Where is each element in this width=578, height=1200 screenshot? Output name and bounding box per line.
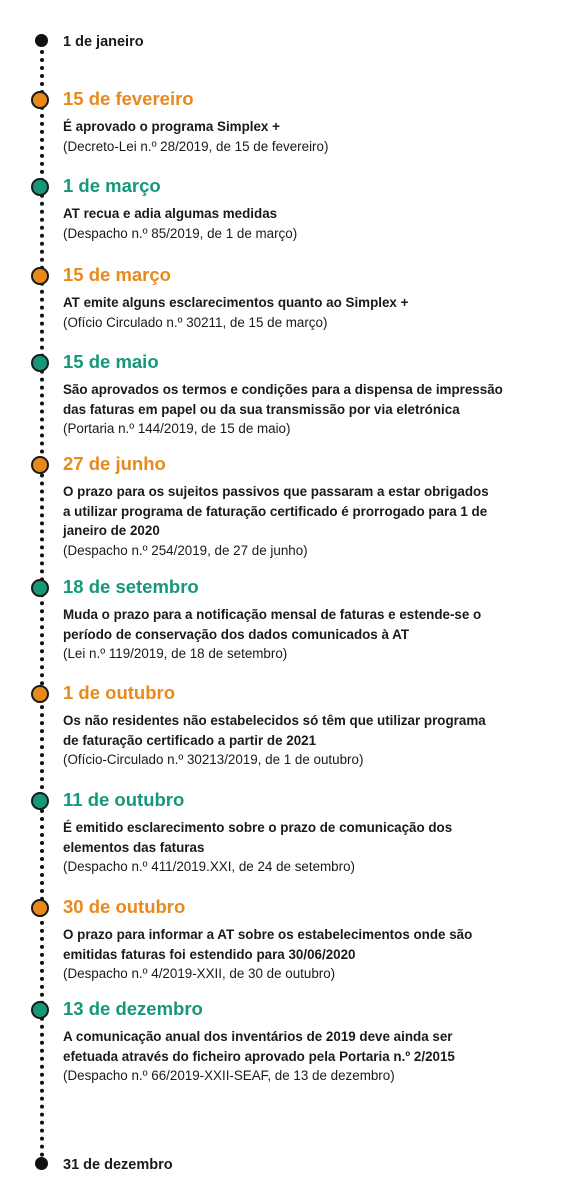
event-description-line: Os não residentes não estabelecidos só têm que utilizar programa — [63, 713, 486, 728]
event-date: 30 de outubro — [63, 896, 186, 917]
event-body — [63, 482, 563, 560]
event-description-line: a utilizar programa de faturação certificado é prorrogado para 1 de — [63, 503, 488, 519]
event-description-line: É aprovado o programa Simplex + — [63, 119, 280, 134]
event-date: 15 de março — [63, 264, 171, 285]
event-date: 1 de março — [63, 175, 161, 196]
event-body — [63, 380, 563, 439]
event-legal-reference: (Ofício-Circulado n.º 30213/2019, de 1 de outubro) — [63, 752, 364, 767]
event-legal-reference: (Despacho n.º 4/2019-XXII, de 30 de outubro) — [63, 966, 336, 981]
timeline-start-dot — [35, 34, 48, 47]
event-description-line: O prazo para os sujeitos passivos que passaram a estar obrigados — [63, 484, 489, 499]
event-body — [63, 293, 563, 332]
event-legal-reference: (Lei n.º 119/2019, de 18 de setembro) — [63, 646, 288, 661]
timeline-marker-green — [31, 579, 49, 597]
event-body — [63, 204, 563, 243]
timeline-marker-green — [31, 178, 49, 196]
event-description-line: período de conservação dos dados comunicados à AT — [63, 626, 410, 642]
event-description-line: A comunicação anual dos inventários de 2019 deve ainda ser — [63, 1029, 453, 1044]
event-description-line: janeiro de 2020 — [63, 523, 160, 538]
timeline-marker-green — [31, 1001, 49, 1019]
event-legal-reference: (Despacho n.º 85/2019, de 1 de março) — [63, 225, 298, 241]
event-description-line: Muda o prazo para a notificação mensal de faturas e estende-se o — [63, 607, 482, 622]
timeline-marker-orange — [31, 685, 49, 703]
event-description-line: O prazo para informar a AT sobre os estabelecimentos onde são — [63, 927, 473, 942]
timeline-marker-orange — [31, 91, 49, 109]
event-description-line: AT emite alguns esclarecimentos quanto ao Simplex + — [63, 295, 409, 310]
event-description-line: emitidas faturas foi estendido para 30/06/2020 — [63, 946, 356, 962]
event-legal-reference: (Despacho n.º 411/2019.XXI, de 24 de setembro) — [63, 859, 355, 874]
timeline-marker-orange — [31, 267, 49, 285]
timeline-marker-green — [31, 792, 49, 810]
timeline-end-dot — [35, 1157, 48, 1170]
event-description-line: elementos das faturas — [63, 839, 205, 855]
event-legal-reference: (Despacho n.º 254/2019, de 27 de junho) — [63, 542, 308, 558]
event-date: 27 de junho — [63, 453, 166, 474]
event-body — [63, 605, 563, 664]
event-description-line: São aprovados os termos e condições para a dispensa de impressão — [63, 382, 503, 397]
event-date: 13 de dezembro — [63, 998, 203, 1019]
event-date: 11 de outubro — [63, 789, 185, 810]
event-legal-reference: (Portaria n.º 144/2019, de 15 de maio) — [63, 421, 291, 436]
event-description-line: das faturas em papel ou da sua transmissão por via eletrónica — [63, 401, 460, 417]
event-body — [63, 818, 563, 877]
event-description-line: É emitido esclarecimento sobre o prazo de comunicação dos — [63, 820, 453, 835]
timeline-marker-orange — [31, 456, 49, 474]
timeline-end-label: 31 de dezembro — [63, 1157, 173, 1173]
event-description-line: de faturação certificado a partir de 2021 — [63, 732, 317, 748]
event-body — [63, 117, 563, 156]
timeline-marker-green — [31, 354, 49, 372]
event-body — [63, 711, 563, 770]
event-legal-reference: (Despacho n.º 66/2019-XXII-SEAF, de 13 de dezembro) — [63, 1068, 395, 1083]
event-date: 15 de fevereiro — [63, 88, 194, 109]
timeline-marker-orange — [31, 899, 49, 917]
event-date: 1 de outubro — [63, 682, 176, 703]
event-description-line: AT recua e adia algumas medidas — [63, 206, 278, 221]
timeline-start-label: 1 de janeiro — [63, 34, 144, 50]
event-date: 18 de setembro — [63, 576, 199, 597]
event-legal-reference: (Decreto-Lei n.º 28/2019, de 15 de fevereiro) — [63, 138, 329, 154]
event-description-line: efetuada através do ficheiro aprovado pela Portaria n.º 2/2015 — [63, 1048, 455, 1064]
event-body — [63, 925, 563, 984]
timeline-dotted-line — [40, 42, 44, 1166]
event-body — [63, 1027, 563, 1086]
event-legal-reference: (Ofício Circulado n.º 30211, de 15 de março) — [63, 314, 328, 330]
event-date: 15 de maio — [63, 351, 159, 372]
